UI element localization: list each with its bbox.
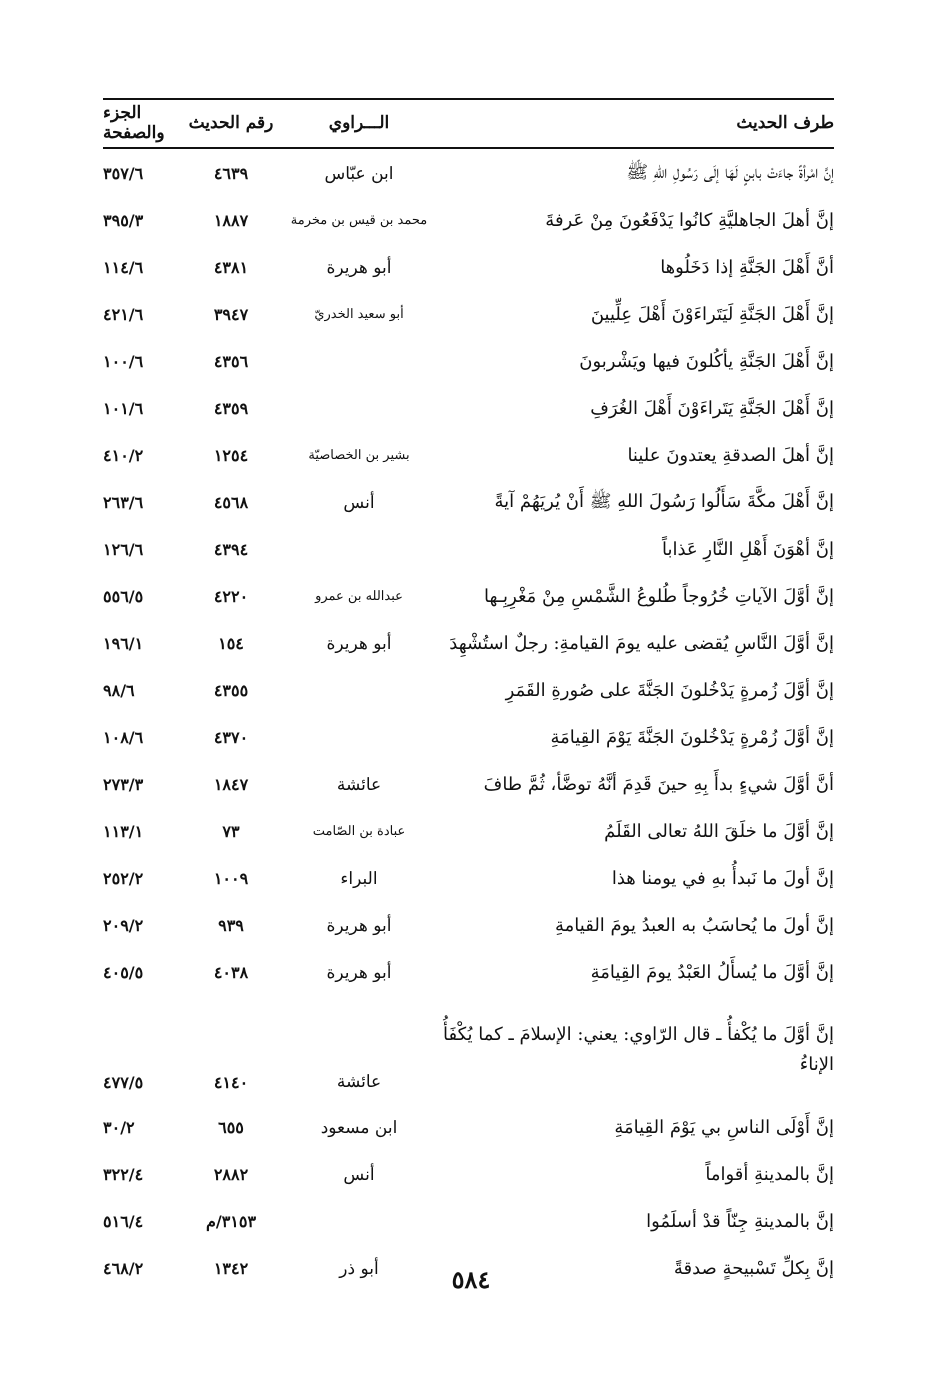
table-row xyxy=(103,197,834,244)
narrator-cell: ابن مسعود xyxy=(320,1117,398,1138)
page-number: ٥٨٤ xyxy=(451,1265,491,1294)
hadith-cell: إنَّ أَهْلَ الجَنَّةِ لَيَتَراءَوْنَ أَهْلَ عِلِّيينَ xyxy=(590,304,834,325)
hadith-cell: إنَّ أولَ ما يُحاسَبُ به العبدُ يومَ القيامةِ xyxy=(555,915,834,936)
narrator-cell: أبو هريرة xyxy=(326,257,392,278)
table-row xyxy=(103,573,834,620)
table-row xyxy=(103,667,834,714)
volpage-cell: ٩٨/٦ xyxy=(103,681,135,700)
narrator-cell: أنس xyxy=(343,492,375,513)
narrator-cell: عائشة xyxy=(336,1072,382,1092)
number-cell: ٤٣٧٠ xyxy=(213,728,249,747)
volpage-cell: ١٢٦/٦ xyxy=(103,540,144,559)
volpage-cell: ١٩٦/١ xyxy=(103,634,144,653)
hadith-index-table xyxy=(103,100,834,1292)
header-volpage: الجزء والصفحة xyxy=(103,103,165,143)
table-row xyxy=(103,761,834,808)
number-cell: ٤٣٥٩ xyxy=(213,399,249,418)
narrator-cell: محمد بن قيس بن مخرمة xyxy=(290,213,428,228)
volpage-cell: ٣٢٢/٤ xyxy=(103,1165,144,1184)
volpage-cell: ١٠١/٦ xyxy=(103,399,144,418)
hadith-cell: إنَّ أوَّلَ ما يُسأَلُ العَبْدُ يومَ القِيامَةِ xyxy=(590,962,834,983)
hadith-cell: أنَّ أَهْلَ الجَنَّةِ إذا دَخَلُوها xyxy=(660,257,834,278)
volpage-cell: ٢٠٩/٢ xyxy=(103,916,144,935)
hadith-cell: إنَّ بالمدينةِ أقواماً xyxy=(705,1164,834,1185)
number-cell: ٧٣ xyxy=(222,822,240,841)
volpage-cell: ٥١٦/٤ xyxy=(103,1212,144,1231)
number-cell: ١٣٤٢ xyxy=(213,1259,249,1278)
hadith-cell: إنَّ أوَّلَ ما يُكْفأُ ـ قال الرّاوي: يعني: الإسلامَ ـ كما يُكْفَأُ الإناءُ xyxy=(443,1024,834,1075)
narrator-cell xyxy=(279,667,439,714)
table-row xyxy=(103,620,834,667)
header-number: رقم الحديث xyxy=(188,113,274,133)
number-cell: ٤٠٣٨ xyxy=(213,963,249,982)
number-cell: ٣١٥٣/م xyxy=(205,1212,257,1231)
volpage-cell: ١١٣/١ xyxy=(103,822,144,841)
narrator-cell: أنس xyxy=(343,1164,375,1185)
number-cell: ٤٥٦٨ xyxy=(213,493,249,512)
narrator-cell: البراء xyxy=(340,868,378,889)
narrator-cell xyxy=(279,385,439,432)
narrator-cell: عبادة بن الصّامت xyxy=(312,824,406,839)
volpage-cell: ١١٤/٦ xyxy=(103,258,144,277)
hadith-cell: إنَّ أوَّلَ زُمْرةٍ يَدْخُلونَ الجَنَّةَ يَوْمَ القِيامَةِ xyxy=(550,727,834,748)
hadith-cell: إنَّ امْرأةً جاءَتْ بابنٍ لَهَا إلَى رَسُولِ اللهِ ﷺ xyxy=(626,161,834,183)
number-cell: ٤٦٣٩ xyxy=(213,164,249,183)
number-cell: ٤٢٢٠ xyxy=(213,587,249,606)
number-cell: ١٨٨٧ xyxy=(213,211,249,230)
table-body xyxy=(103,146,834,1292)
hadith-cell: إنَّ أَهْلَ الجَنَّةِ يأكُلونَ فيها ويَشْربونَ xyxy=(579,351,834,372)
narrator-cell: بشير بن الخصاصيّة xyxy=(308,448,410,463)
table-row xyxy=(103,855,834,902)
narrator-cell: أبو هريرة xyxy=(326,962,392,983)
volpage-cell: ٤٦٨/٢ xyxy=(103,1259,144,1278)
volpage-cell: ٥٥٦/٥ xyxy=(103,587,144,606)
table-row xyxy=(103,479,834,526)
hadith-cell: إنَّ أولَ ما نَبدأُ بهِ في يومنا هذا xyxy=(611,868,834,889)
volpage-cell: ٣٠/٢ xyxy=(103,1118,135,1137)
table-row xyxy=(103,338,834,385)
volpage-cell: ٢٥٢/٢ xyxy=(103,869,144,888)
number-cell: ٤٣٥٦ xyxy=(213,352,249,371)
volpage-cell: ٢٧٣/٣ xyxy=(103,775,144,794)
hadith-cell: إنَّ أهلَ الجاهليَّةِ كانُوا يَدْفَعُونَ مِنْ عَرفةَ xyxy=(545,210,834,231)
volpage-cell: ٤١٠/٢ xyxy=(103,446,144,465)
narrator-cell xyxy=(279,1198,439,1245)
table-row xyxy=(103,244,834,291)
number-cell: ٤٣٩٤ xyxy=(213,540,249,559)
narrator-cell: أبو هريرة xyxy=(326,915,392,936)
volpage-cell: ١٠٨/٦ xyxy=(103,728,144,747)
table-row xyxy=(103,150,834,197)
number-cell: ٦٥٥ xyxy=(218,1118,244,1137)
table-row xyxy=(103,996,834,1104)
number-cell: ١٠٠٩ xyxy=(213,869,249,888)
header-narrator: الـــراوي xyxy=(328,113,390,133)
table-row xyxy=(103,902,834,949)
table-row xyxy=(103,432,834,479)
header-row xyxy=(103,100,834,146)
hadith-cell: إنَّ أوَّلَ ما خلَقَ اللهُ تعالى القَلَمُ xyxy=(604,821,834,842)
table-row xyxy=(103,385,834,432)
hadith-cell: إنَّ أوَّلَ زُمرةٍ يَدْخُلونَ الجَنَّةَ على صُورةِ القَمَرِ xyxy=(505,680,834,701)
number-cell: ٩٣٩ xyxy=(218,916,244,935)
hadith-cell: إنَّ أَوْلَى الناسِ بي يَوْمَ القِيامَةِ xyxy=(614,1117,834,1138)
number-cell: ١٢٥٤ xyxy=(213,446,249,465)
narrator-cell xyxy=(279,714,439,761)
hadith-cell: إنَّ بِكلِّ تَسْبيحةٍ صدقةً xyxy=(673,1258,834,1279)
hadith-cell: إنَّ أهلَ الصدقةِ يعتدونَ علينا xyxy=(627,445,834,466)
hadith-cell: إنَّ أهْوَنَ أَهْلِ النَّارِ عَذاباً xyxy=(661,539,834,560)
volpage-cell: ١٠٠/٦ xyxy=(103,352,144,371)
narrator-cell: ابن عبّاس xyxy=(324,163,394,184)
header-hadith: طرف الحديث xyxy=(736,113,834,133)
narrator-cell xyxy=(279,526,439,573)
volpage-cell: ٣٩٥/٣ xyxy=(103,211,144,230)
table-row xyxy=(103,714,834,761)
volpage-cell: ٣٥٧/٦ xyxy=(103,164,144,183)
volpage-cell: ٤٠٥/٥ xyxy=(103,963,144,982)
table-row xyxy=(103,1198,834,1245)
volpage-cell: ٢٦٣/٦ xyxy=(103,493,144,512)
volpage-cell: ٤٧٧/٥ xyxy=(103,1073,144,1092)
table-row xyxy=(103,808,834,855)
narrator-cell: عبدالله بن عمرو xyxy=(315,589,403,604)
number-cell: ٣٩٤٧ xyxy=(213,305,249,324)
narrator-cell: أبو سعيد الخدريّ xyxy=(314,307,404,322)
hadith-cell: إنَّ أوَّلَ الآياتِ خُرُوجاً طُلوعُ الشَّمْسِ مِنْ مَغْرِبِـها xyxy=(484,586,834,607)
hadith-cell: إنَّ بالمدينةِ جِنّاً قدْ أسلَمُوا xyxy=(646,1211,834,1232)
number-cell: ٤١٤٠ xyxy=(213,1073,249,1092)
number-cell: ١٨٤٧ xyxy=(213,775,249,794)
table-row xyxy=(103,1151,834,1198)
narrator-cell: أبو هريرة xyxy=(326,633,392,654)
number-cell: ١٥٤ xyxy=(218,634,244,653)
table-row xyxy=(103,1104,834,1151)
table-row xyxy=(103,949,834,996)
number-cell: ٤٣٥٥ xyxy=(213,681,249,700)
number-cell: ٤٣٨١ xyxy=(213,258,249,277)
narrator-cell: أبو ذر xyxy=(339,1258,379,1279)
hadith-cell: إنَّ أَهْلَ الجَنَّةِ يَتَراءَوْنَ أَهْلَ الغُرَفِ xyxy=(590,398,834,419)
hadith-cell: إنَّ أَهْلَ مكَّةَ سَأَلُوا رَسُولَ اللهِ ﷺ أَنْ يُريَهُمْ آيةً xyxy=(494,490,834,512)
hadith-cell: إنَّ أوَّلَ النَّاسِ يُقضى عليه يومَ القيامةِ: رجلٌ استُشْهِدَ xyxy=(449,633,834,654)
table-row xyxy=(103,291,834,338)
narrator-cell: عائشة xyxy=(336,774,382,795)
number-cell: ٢٨٨٢ xyxy=(213,1165,249,1184)
hadith-cell: أنَّ أوَّلَ شيءٍ بدأَ بِهِ حينَ قَدِمَ أنَّهُ توضَّأ، ثُمَّ طافَ xyxy=(483,774,834,795)
table-row xyxy=(103,526,834,573)
volpage-cell: ٤٢١/٦ xyxy=(103,305,144,324)
narrator-cell xyxy=(279,338,439,385)
